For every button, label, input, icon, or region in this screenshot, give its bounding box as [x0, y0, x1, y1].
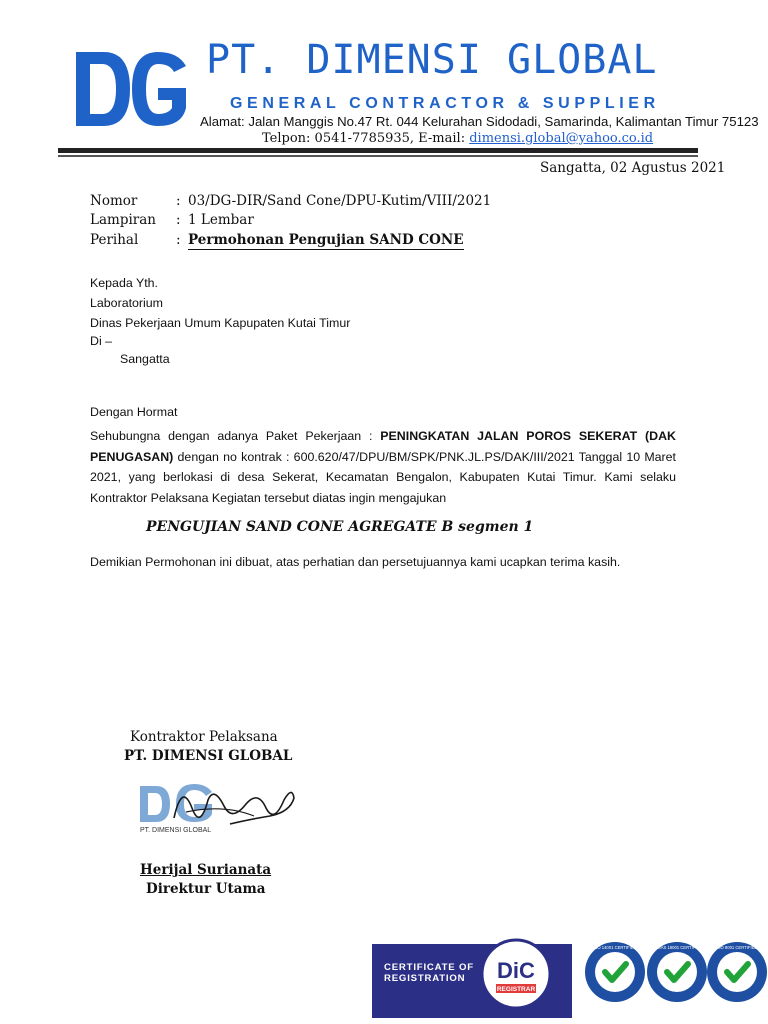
nomor-label: Nomor: [90, 193, 138, 209]
svg-text:DiC: DiC: [497, 958, 535, 983]
signatory-role: Kontraktor Pelaksana: [130, 729, 278, 745]
lampiran-separator: :: [176, 212, 181, 228]
closing-sentence: Demikian Permohonan ini dibuat, atas perhatian dan persetujuannya kami ucapkan terima kasih.: [90, 555, 621, 569]
svg-text:ISO 9001 CERTIFIED: ISO 9001 CERTIFIED: [716, 945, 758, 950]
certificate-line: CERTIFICATE OF: [384, 962, 474, 973]
recipient-line: Dinas Pekerjaan Umum Kapupaten Kutai Timur: [90, 316, 351, 330]
field-perihal: [90, 232, 464, 248]
certificate-text: [384, 962, 474, 984]
iso-9001-badge: [705, 940, 768, 1004]
recipient-line: Laboratorium: [90, 296, 164, 310]
body-text-part2: dengan no kontrak : 600.620/47/DPU/BM/SPK/PNK.JL.PS/DAK/III/2021 Tanggal 10 Maret 2021, yang berlokasi di desa Sekerat, Kecamatan Bengalon, Kabupaten Kutai Timur. Kami selaku Kontraktor Pelaksana Kegiatan tersebut diatas ingin mengajukan: [90, 449, 676, 505]
company-tagline: GENERAL CONTRACTOR & SUPPLIER: [230, 95, 660, 112]
body-paragraph: [90, 426, 676, 508]
company-email-link[interactable]: dimensi.global@yahoo.co.id: [469, 131, 654, 146]
svg-text:REGISTRAR: REGISTRAR: [496, 986, 536, 993]
signature-stamp: [134, 778, 304, 834]
perihal-label: Perihal: [90, 232, 139, 248]
subject-title: PENGUJIAN SAND CONE AGREGATE B segmen 1: [146, 519, 534, 535]
recipient-city: Sangatta: [120, 352, 170, 366]
perihal-separator: :: [176, 232, 181, 248]
svg-text:OHSAS 18001 CERTIFIED: OHSAS 18001 CERTIFIED: [651, 945, 703, 950]
company-contact: [262, 131, 653, 146]
header-rule-thin: [58, 155, 698, 157]
signatory-company: PT. DIMENSI GLOBAL: [124, 748, 293, 764]
svg-text:PT. DIMENSI GLOBAL: PT. DIMENSI GLOBAL: [140, 827, 212, 834]
field-nomor: [90, 193, 491, 209]
company-phone: Telpon: 0541-7785935, E-mail:: [262, 131, 466, 146]
nomor-value: 03/DG-DIR/Sand Cone/DPU-Kutim/VIII/2021: [188, 193, 492, 209]
iso-14001-badge: [583, 940, 647, 1004]
dic-registrar-logo: [480, 938, 552, 1010]
field-lampiran: [90, 212, 254, 228]
company-address: Alamat: Jalan Manggis No.47 Rt. 044 Kelurahan Sidodadi, Samarinda, Kalimantan Timur 75123: [200, 114, 759, 129]
perihal-value: Permohonan Pengujian SAND CONE: [188, 232, 464, 248]
lampiran-value: 1 Lembar: [188, 212, 254, 228]
lampiran-label: Lampiran: [90, 212, 156, 228]
ohsas-18001-badge: [645, 940, 709, 1004]
recipient-line: Di –: [90, 334, 113, 348]
signatory-name: Herijal Surianata: [140, 862, 272, 878]
svg-text:ISO 14001 CERTIFIED: ISO 14001 CERTIFIED: [593, 945, 637, 950]
greeting: Dengan Hormat: [90, 405, 178, 419]
body-text-part1: Sehubungna dengan adanya Paket Pekerjaan :: [90, 429, 381, 443]
letter-date: Sangatta, 02 Agustus 2021: [540, 160, 726, 176]
nomor-separator: :: [176, 193, 181, 209]
company-name: PT. DIMENSI GLOBAL: [206, 37, 658, 83]
signatory-title: Direktur Utama: [146, 881, 266, 897]
recipient-line: Kepada Yth.: [90, 276, 158, 290]
company-logo: [70, 44, 190, 134]
header-rule: [58, 148, 698, 153]
certificate-line: REGISTRATION: [384, 973, 466, 984]
project-name: PENINGKATAN JALAN POROS SEKERAT (DAK PENUGASAN): [90, 429, 676, 464]
